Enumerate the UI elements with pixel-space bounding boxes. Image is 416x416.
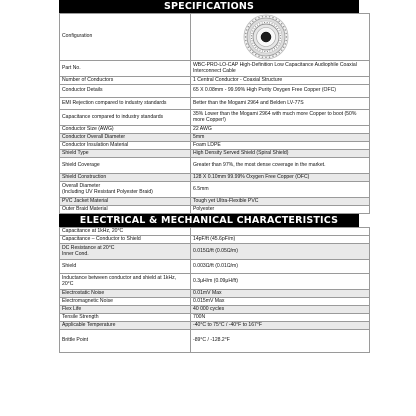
spec-row (60, 126, 370, 134)
spec-value: 1 Central Conductor - Coaxial Structure (191, 77, 370, 85)
spec-label: Number of Conductors (60, 77, 191, 85)
spec-row (60, 198, 370, 206)
spec-label: Configuration (60, 14, 191, 61)
electrical-table (59, 227, 370, 353)
elec-label: Capacitance – Conductor to Shield (60, 236, 191, 244)
spec-sheet (59, 0, 359, 416)
elec-row (60, 322, 370, 330)
elec-label: Applicable Temperature (60, 322, 191, 330)
elec-value: 0.3μH/m (0.09μH/ft) (191, 274, 370, 290)
spec-value: 5mm (191, 134, 370, 142)
spec-row (60, 150, 370, 158)
spec-value: 35% Lower than the Mogami 2964 with much more Copper to boot (50% more Copper!) (191, 110, 370, 126)
spec-row (60, 182, 370, 198)
elec-row (60, 274, 370, 290)
spec-value (191, 14, 370, 61)
electrical-title: ELECTRICAL & MECHANICAL CHARACTERISTICS (59, 214, 359, 227)
spec-value: Foam LDPE (191, 142, 370, 150)
spec-value: Greater than 97%, the most dense coverage in the market. (191, 158, 370, 174)
elec-label: Tensile Strength (60, 314, 191, 322)
spec-value: 22 AWG (191, 126, 370, 134)
spec-row (60, 206, 370, 214)
spec-value: 128 X 0.10mm 99.99% Oxygen Free Copper (OFC) (191, 174, 370, 182)
elec-value: -89°C / -128.2°F (191, 330, 370, 353)
elec-row (60, 306, 370, 314)
spec-value: Better than the Mogami 2964 and Belden LV-77S (191, 98, 370, 110)
spec-label: Conductor Size (AWG) (60, 126, 191, 134)
elec-value: 40 000 cycles (191, 306, 370, 314)
elec-row (60, 236, 370, 244)
elec-label: Electromagnetic Noise (60, 298, 191, 306)
elec-row (60, 244, 370, 260)
spec-value: Tough yet Ultra-Flexible PVC (191, 198, 370, 206)
elec-row (60, 228, 370, 236)
spec-value: 6.5mm (191, 182, 370, 198)
elec-value (191, 228, 370, 236)
elec-label: Brittle Point (60, 330, 191, 353)
spec-value: 65 X 0.08mm - 99.99% High Purity Oxygen Free Copper (OFC) (191, 85, 370, 98)
elec-value: 700N (191, 314, 370, 322)
elec-label: Electrostatic Noise (60, 290, 191, 298)
spec-label: Capacitance compared to industry standards (60, 110, 191, 126)
elec-row (60, 330, 370, 353)
elec-label: Flex Life (60, 306, 191, 314)
elec-row (60, 260, 370, 274)
spec-value: High Density Served Shield (Spiral Shield) (191, 150, 370, 158)
spec-row (60, 110, 370, 126)
spec-label: Overall Diameter (Including UV Resistant Polyester Braid) (60, 182, 191, 198)
spec-row (60, 142, 370, 150)
specifications-table (59, 13, 370, 214)
spec-row (60, 158, 370, 174)
spec-row (60, 61, 370, 77)
spec-row (60, 98, 370, 110)
spec-label: Conductor Insulation Material (60, 142, 191, 150)
elec-value: 0.015Ω/ft (0.05Ω/m) (191, 244, 370, 260)
elec-label: Shield (60, 260, 191, 274)
elec-value: 0.003Ω/ft (0.01Ω/m) (191, 260, 370, 274)
spec-label: Shield Construction (60, 174, 191, 182)
spec-label: Conductor Details (60, 85, 191, 98)
coax-cross-section-diagram (243, 14, 289, 60)
elec-value: 14pF/ft (45.6pF/m) (191, 236, 370, 244)
spec-row (60, 77, 370, 85)
elec-row (60, 298, 370, 306)
spec-value: Polyester (191, 206, 370, 214)
spec-label: Shield Type (60, 150, 191, 158)
elec-value: -40°C to 75°C / -40°F to 167°F (191, 322, 370, 330)
spec-label: Part No. (60, 61, 191, 77)
elec-value: 0.01mV Max (191, 290, 370, 298)
spec-label: Conductor Overall Diameter (60, 134, 191, 142)
specifications-title: SPECIFICATIONS (59, 0, 359, 13)
elec-label: Inductance between conductor and shield at 1kHz, 20°C (60, 274, 191, 290)
elec-value: 0.015mV Max (191, 298, 370, 306)
elec-label: DC Resistance at 20°C Inner Cond. (60, 244, 191, 260)
spec-value: WBC-PRO-LO-CAP High-Definition Low Capacitance Audiophile Coaxial Interconnect Cable (191, 61, 370, 77)
elec-row (60, 290, 370, 298)
spec-row (60, 174, 370, 182)
elec-row (60, 314, 370, 322)
spec-label: Outer Braid Material (60, 206, 191, 214)
spec-row (60, 14, 370, 61)
spec-row (60, 85, 370, 98)
spec-label: EMI Rejection compared to industry standards (60, 98, 191, 110)
elec-label: Capacitance at 1kHz, 20°C (60, 228, 191, 236)
spec-label: Shield Coverage (60, 158, 191, 174)
spec-row (60, 134, 370, 142)
spec-label: PVC Jacket Material (60, 198, 191, 206)
